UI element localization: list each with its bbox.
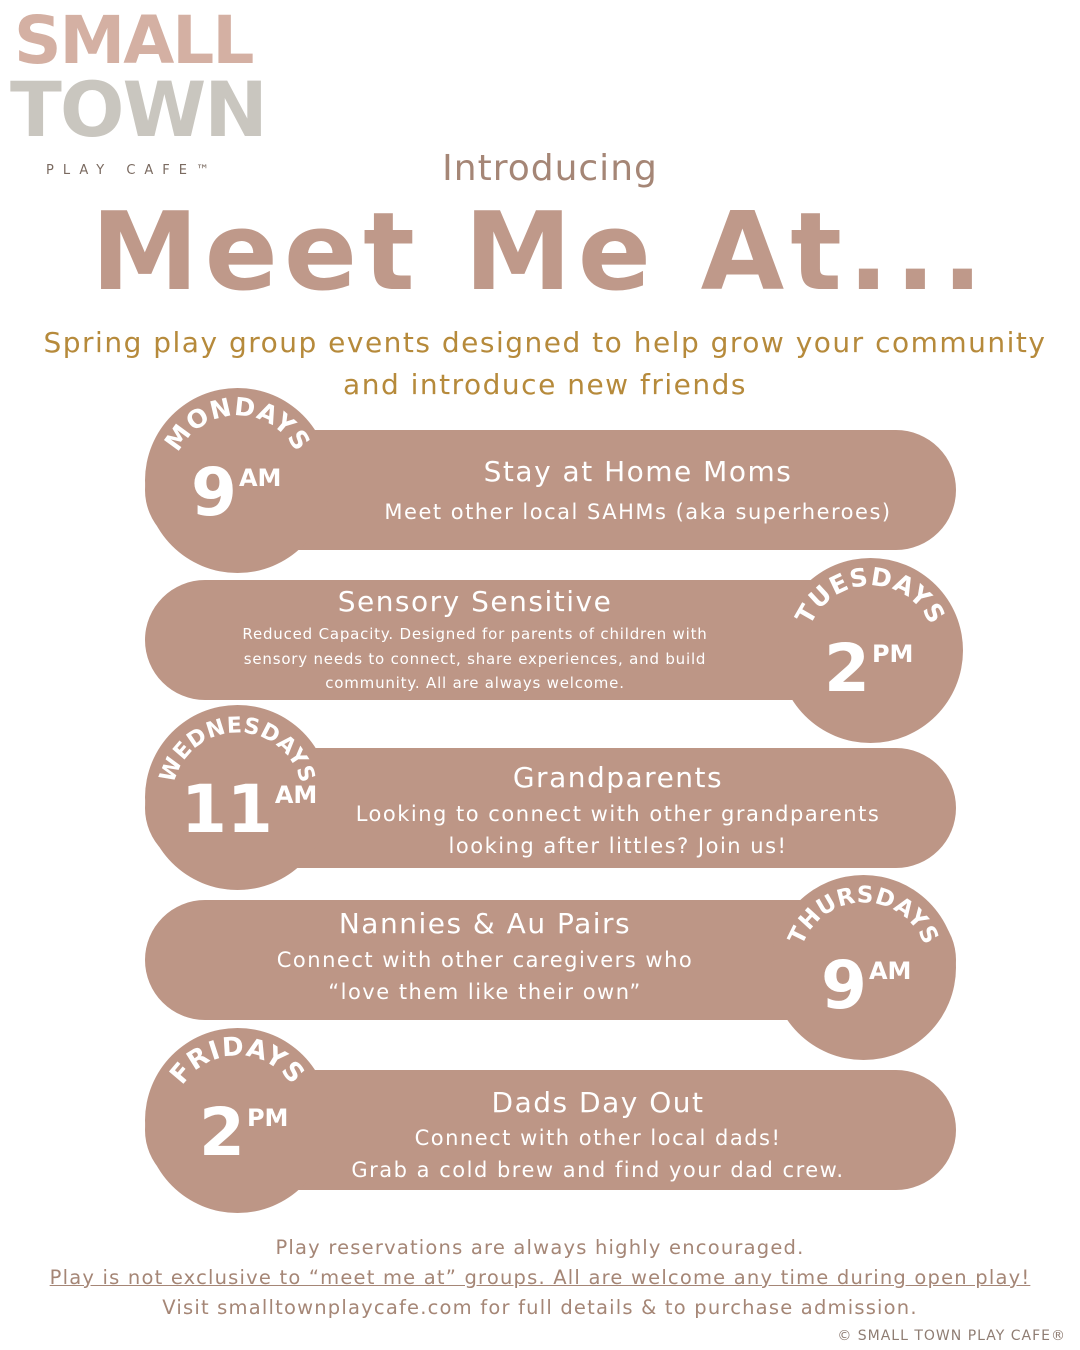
day-badge-thursdays — [771, 875, 956, 1060]
day-text-tuesdays: TUESDAYS — [789, 561, 952, 630]
event-desc-line: Meet other local SAHMs (aka superheroes) — [384, 500, 892, 524]
logo-line-town: TOWN — [10, 65, 266, 154]
event-desc-thursdays — [175, 944, 795, 1008]
time-suffix: PM — [871, 640, 914, 668]
time-number: 9 — [821, 947, 867, 1024]
time-suffix: AM — [274, 781, 318, 809]
tagline-line-2: and introduce new friends — [343, 368, 747, 401]
day-badge-mondays — [145, 388, 330, 573]
svg-text:FRIDAYS — [164, 1032, 310, 1090]
logo-line-small: SMALL — [14, 2, 253, 79]
event-desc-line: Reduced Capacity. Designed for parents of children with — [242, 625, 708, 643]
time-number: 11 — [181, 771, 273, 848]
event-title-tuesdays: Sensory Sensitive — [337, 585, 613, 618]
time-thursdays — [821, 947, 912, 1024]
svg-text:MONDAYS — [159, 392, 317, 456]
event-desc-tuesdays — [165, 622, 785, 696]
day-text-thursdays: THURSDAYS — [783, 882, 944, 949]
time-number: 2 — [824, 630, 870, 707]
event-desc-fridays — [290, 1122, 906, 1186]
event-desc-mondays — [330, 496, 946, 528]
page-title: Meet Me At... — [91, 190, 989, 315]
svg-text:TUESDAYS — [790, 562, 952, 629]
copyright: © SMALL TOWN PLAY CAFE® — [837, 1328, 1066, 1344]
time-fridays — [199, 1094, 289, 1171]
event-desc-line: Looking to connect with other grandparents — [355, 802, 881, 826]
event-desc-line: looking after littles? Join us! — [448, 834, 788, 858]
day-text-mondays: MONDAYS — [158, 391, 317, 457]
event-desc-line: Connect with other local dads! — [414, 1126, 782, 1150]
event-desc-line: community. All are always welcome. — [325, 674, 625, 692]
event-desc-wednesdays — [310, 798, 926, 862]
event-desc-line: sensory needs to connect, share experiences, and build — [243, 649, 707, 668]
time-mondays — [191, 454, 282, 531]
footer-open-play-link[interactable]: Play is not exclusive to “meet me at” groups. All are welcome any time during open play! — [49, 1266, 1031, 1289]
time-suffix: AM — [238, 464, 282, 492]
event-title-mondays: Stay at Home Moms — [483, 455, 793, 488]
event-desc-line: “love them like their own” — [328, 980, 642, 1004]
svg-text:THURSDAYS — [784, 882, 944, 948]
event-title-fridays: Dads Day Out — [491, 1086, 705, 1119]
time-suffix: PM — [246, 1104, 289, 1132]
event-title-thursdays: Nannies & Au Pairs — [338, 907, 632, 940]
logo-line-play-cafe: PLAY CAFE™ — [46, 163, 218, 178]
day-text-fridays: FRIDAYS — [164, 1031, 311, 1091]
footer-website: Visit smalltownplaycafe.com for full details & to purchase admission. — [162, 1296, 918, 1319]
event-title-wednesdays: Grandparents — [512, 761, 724, 794]
time-wednesdays — [181, 771, 318, 848]
time-tuesdays — [824, 630, 914, 707]
day-badge-wednesdays — [145, 705, 330, 890]
day-badge-tuesdays — [778, 558, 963, 743]
time-suffix: AM — [868, 957, 912, 985]
tagline-line-1: Spring play group events designed to help grow your community — [43, 326, 1047, 359]
event-desc-line: Connect with other caregivers who — [276, 948, 694, 972]
intro-text: Introducing — [442, 148, 658, 189]
time-number: 2 — [199, 1094, 245, 1171]
footer-reservations: Play reservations are always highly encouraged. — [275, 1236, 805, 1259]
time-number: 9 — [191, 454, 237, 531]
day-text-wednesdays: WEDNESDAYS — [155, 713, 320, 787]
event-desc-line: Grab a cold brew and find your dad crew. — [351, 1158, 845, 1182]
